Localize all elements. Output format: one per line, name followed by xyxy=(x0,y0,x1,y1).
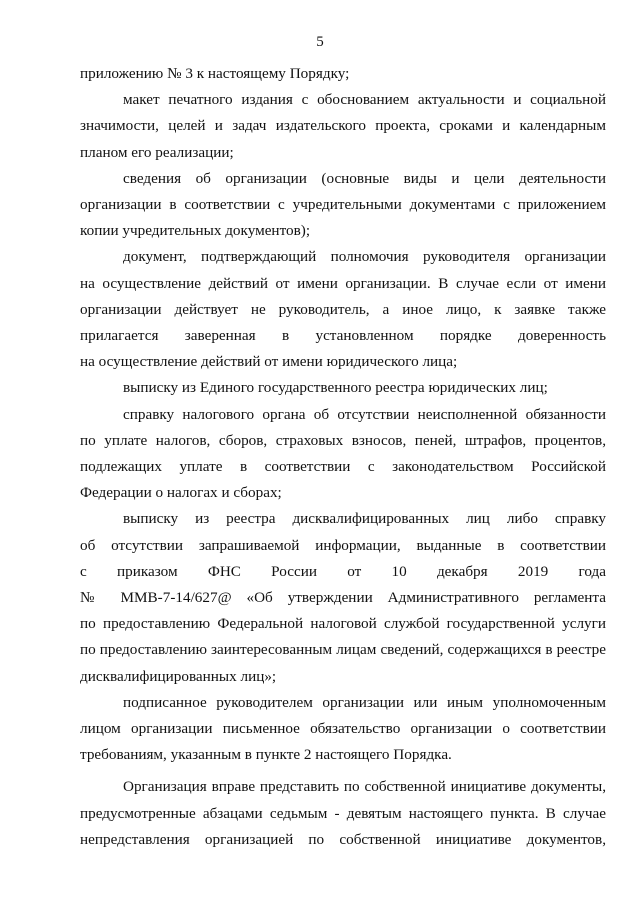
text-line: значимости, целей и задач издательского проекта, сроками и календарным xyxy=(80,117,606,135)
text-line: подписанное руководителем организации или иным уполномоченным xyxy=(123,693,606,711)
paragraph xyxy=(80,506,606,689)
text-line: организации действует не руководитель, а иное лицо, к заявке также xyxy=(80,300,606,318)
text-line: справку налогового органа об отсутствии неисполненной обязанности xyxy=(123,405,606,423)
text-line: планом его реализации; xyxy=(80,143,234,161)
page-number: 5 xyxy=(316,34,324,50)
text-line: выписку из реестра дисквалифицированных лиц либо справку xyxy=(123,510,606,528)
text-line: Федерации о налогах и сборах; xyxy=(80,484,282,502)
text-line: выписку из Единого государственного реестра юридических лиц; xyxy=(123,379,548,397)
text-line: на осуществление действий от имени юридического лица; xyxy=(80,353,458,371)
text-line: по предоставлению заинтересованным лицам сведений, содержащихся в реестре xyxy=(80,641,606,659)
paragraph xyxy=(80,402,606,507)
paragraph xyxy=(80,61,606,87)
text-line: Организация вправе представить по собственной инициативе документы, xyxy=(123,778,606,796)
text-line: дисквалифицированных лиц»; xyxy=(80,667,277,685)
paragraph xyxy=(80,690,606,769)
text-line: макет печатного издания с обоснованием актуальности и социальной xyxy=(123,91,606,109)
text-line: копии учредительных документов); xyxy=(80,222,311,240)
paragraph xyxy=(80,87,606,166)
text-line: на осуществление действий от имени организации. В случае если от имени xyxy=(80,274,606,292)
text-line: подлежащих уплате в соответствии с законодательством Российской xyxy=(80,458,606,476)
text-line: предусмотренные абзацами седьмым - девятым настоящего пункта. В случае xyxy=(80,804,606,822)
text-line: с приказом ФНС России от 10 декабря 2019 года xyxy=(80,562,606,580)
text-line: № ММВ-7-14/627@ «Об утверждении Административного регламента xyxy=(80,589,606,607)
paragraph xyxy=(80,166,606,245)
text-line: документ, подтверждающий полномочия руководителя организации xyxy=(123,248,606,266)
text-line: об отсутствии запрашиваемой информации, выданные в соответствии xyxy=(80,536,606,554)
text-line: по уплате налогов, сборов, страховых взносов, пеней, штрафов, процентов, xyxy=(80,431,606,449)
text-line: лицом организации письменное обязательство организации о соответствии xyxy=(80,720,606,738)
text-line: приложению № 3 к настоящему Порядку; xyxy=(80,65,350,82)
text-line: прилагается заверенная в установленном порядке доверенность xyxy=(80,327,606,345)
text-line: организации в соответствии с учредительными документами с приложением xyxy=(80,196,606,214)
text-line: по предоставлению Федеральной налоговой службой государственной услуги xyxy=(80,615,606,633)
document-body xyxy=(80,61,606,853)
text-line: сведения об организации (основные виды и цели деятельности xyxy=(123,169,606,187)
text-line: требованиям, указанным в пункте 2 настоящего Порядка. xyxy=(80,746,452,764)
paragraph xyxy=(80,375,606,401)
text-line: непредставления организацией по собственной инициативе документов, xyxy=(80,830,606,848)
paragraph xyxy=(80,774,606,853)
paragraph xyxy=(80,244,606,375)
